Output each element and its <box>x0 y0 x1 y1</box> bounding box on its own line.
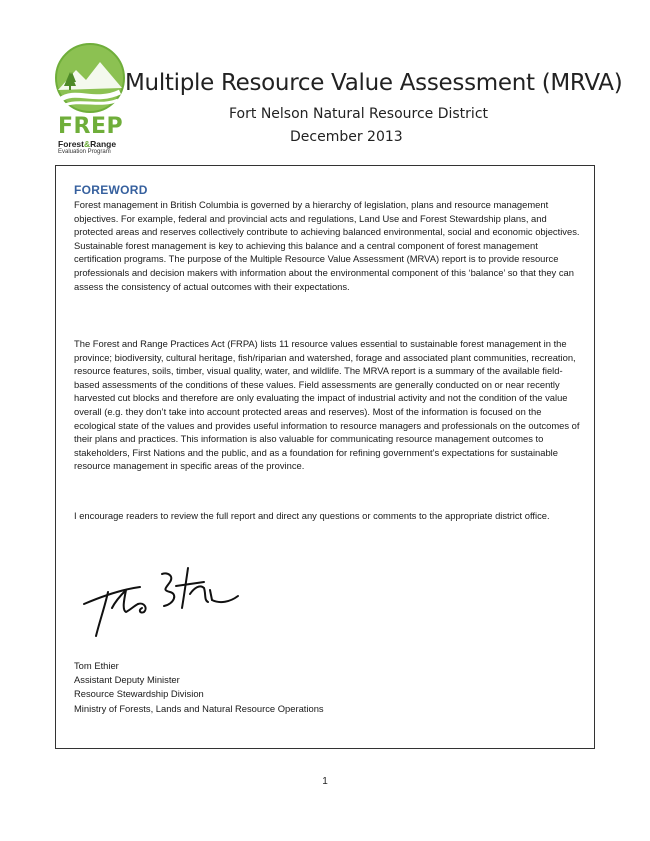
foreword-paragraph-3: I encourage readers to review the full report and direct any questions or comments to the appropriate district office. <box>74 510 550 521</box>
foreword-paragraph-2: The Forest and Range Practices Act (FRPA) lists 11 resource values essential to sustainable forest management in the province; biodiversity, cultural heritage, fish/riparian and watershed, forage and associated plant communities, recreation, resource features, soils, timber, visual quality, water, and wildlife. The MRVA report is a summary of the available field-based assessments of the conditions of these values. Field assessments are generally conducted on or near recently harvested cut blocks and therefore are only evaluating the impact of industrial activity and not the condition of the value overall (e.g. they don’t take into account protected areas and reserves). Most of the information is focused on the ecological state of the values and provides useful information to resource managers and professionals on the outcomes of their plans and practices. This information is also valuable for communicating resource management outcomes to stakeholders, First Nations and the public, and as a foundation for refining government’s expectations for sustainable resource management in specific areas of the province. <box>74 338 580 472</box>
logo-tagline-range: Range <box>90 139 117 149</box>
document-date: December 2013 <box>290 129 403 145</box>
signatory-division: Resource Stewardship Division <box>74 688 204 700</box>
foreword-paragraph-1: Forest management in British Columbia is governed by a hierarchy of legislation, plans and resource management objectives. For example, federal and provincial acts and regulations, Land Use and Forest Stewardship plans, and protected areas and reserves collectively contribute to achieving balanced environmental, social and economic objectives. Sustainable forest management is key to achieving this balance and a central component of forest management certification programs. The purpose of the Multiple Resource Value Assessment (MRVA) report is to provide resource professionals and decision makers with information about the environmental component of this ‘balance’ so that they can assess the consistency of actual outcomes with their expectations. <box>74 199 580 292</box>
signature-image <box>78 560 243 642</box>
document-subtitle: Fort Nelson Natural Resource District <box>229 106 488 122</box>
document-title: Multiple Resource Value Assessment (MRVA) <box>125 70 623 96</box>
logo-wordmark: FREP <box>58 114 124 139</box>
logo-program: Evaluation Program <box>58 149 111 155</box>
logo-tagline <box>58 139 116 149</box>
logo-tagline-forest: Forest <box>58 139 84 149</box>
page-number: 1 <box>322 776 328 787</box>
signatory-ministry: Ministry of Forests, Lands and Natural Resource Operations <box>74 702 324 714</box>
logo-tagline-amp: & <box>83 139 91 149</box>
signatory-block <box>74 659 324 716</box>
foreword-heading: FOREWORD <box>74 183 148 197</box>
signatory-title: Assistant Deputy Minister <box>74 674 180 686</box>
frep-emblem-icon <box>50 42 130 114</box>
signatory-name: Tom Ethier <box>74 660 119 671</box>
